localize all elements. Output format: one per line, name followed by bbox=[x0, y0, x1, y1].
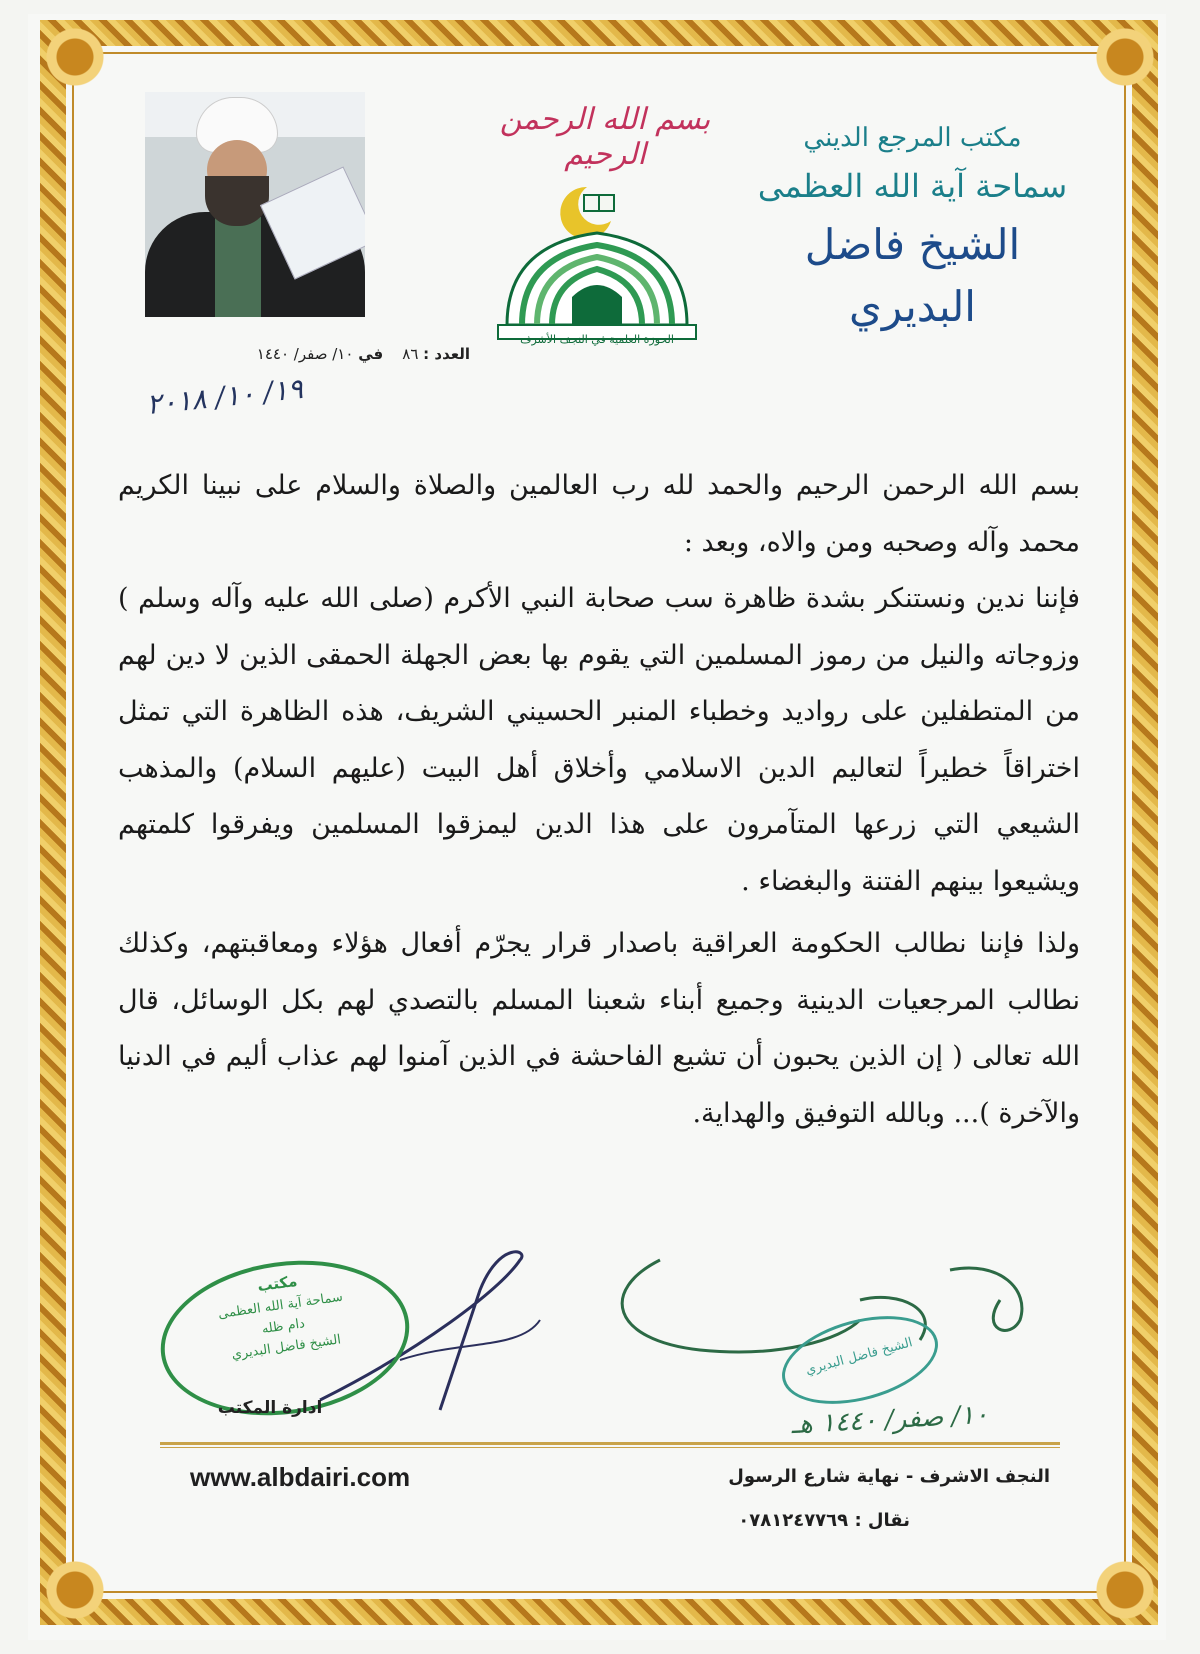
ref-date-label: في bbox=[358, 345, 384, 363]
dome-crescent-book-icon bbox=[492, 175, 702, 355]
office-management-label: ادارة المكتب bbox=[217, 1398, 323, 1418]
body-paragraph-3: ولذا فإننا نطالب الحكومة العراقية باصدار قرار يجرّم أفعال هؤلاء ومعاقبتهم، وكذلك نطالب المرجعيات الدينية وجميع أبناء شعبنا المسلم بالتصدي لهم بكل الوسائل، قال الله تعالى ( إن الذين يحبون أن تشيع الفاحشة في الذين آمنوا لهم عذاب أليم في الدنيا والآخرة )... وبالله التوفيق والهداية. bbox=[118, 928, 1080, 1129]
phone-line bbox=[620, 1510, 910, 1538]
handwritten-hijri-date: ١٠/ صفر/ ١٤٤٠ هـ bbox=[790, 1399, 989, 1441]
seal-line3: الشيخ فاضل البديري bbox=[230, 1332, 342, 1363]
seal-line2: سماحة آية الله العظمى bbox=[217, 1289, 344, 1322]
handwritten-date: ١٩/ ١٠/ ٢٠١٨ bbox=[144, 371, 305, 422]
bismillah-calligraphy: بسم الله الرحمن الرحيم bbox=[499, 102, 711, 172]
office-title-block bbox=[740, 118, 1085, 338]
seal-line1: مكتب bbox=[256, 1271, 299, 1296]
corner-ornament-icon bbox=[1080, 12, 1170, 102]
footer-divider bbox=[160, 1442, 1060, 1445]
office-address: النجف الاشرف - نهاية شارع الرسول bbox=[728, 1466, 1050, 1487]
body-paragraph-1: بسم الله الرحمن الرحيم والحمد لله رب العالمين والصلاة والسلام على نبينا الكريم محمد وآله وصحبه ومن والاه، وبعد : bbox=[118, 470, 1080, 558]
ref-number-label: العدد : bbox=[423, 345, 470, 363]
letter-body bbox=[118, 458, 1080, 1142]
phone-label: نقال : bbox=[854, 1510, 910, 1531]
office-title-line2: سماحة آية الله العظمى bbox=[757, 167, 1068, 205]
personal-seal-stamp: الشيخ فاضل البديري bbox=[772, 1301, 947, 1420]
phone-number: ٠٧٨١٢٤٧٧٦٩ bbox=[738, 1510, 849, 1531]
body-paragraph-2: فإننا ندين ونستنكر بشدة ظاهرة سب صحابة النبي الأكرم (صلى الله عليه وآله وسلم ) وزوجاته والنيل من رموز المسلمين التي يقوم بها بعض الجهلة الحمقى الذين لا دين لهم من المتطفلين على رواديد وخطباء المنبر الحسيني الشريف، هذه الظاهرة التي تمثل اختراقاً خطيراً لتعاليم الدين الاسلامي وأخلاق أهل البيت (عليهم السلام) والمذهب الشيعي التي زرعها المتآمرون على هذا الدين ليمزقوا المسلمين ويفرقوا كلمتهم ويشيعوا بينهم الفتنة والبغضاء . bbox=[118, 583, 1080, 897]
footer-divider-thin bbox=[160, 1447, 1060, 1448]
seal-line4: دام ظله bbox=[260, 1316, 306, 1338]
corner-ornament-icon bbox=[30, 1545, 120, 1635]
portrait-photo-icon bbox=[145, 92, 365, 317]
office-title-line3: الشيخ فاضل البديري bbox=[804, 220, 1021, 331]
corner-ornament-icon bbox=[1080, 1545, 1170, 1635]
office-title-line1: مكتب المرجع الديني bbox=[803, 123, 1022, 153]
ref-number-value: ٨٦ bbox=[402, 345, 419, 363]
corner-ornament-icon bbox=[30, 12, 120, 102]
logo-caption: الحوزة العلمية في النجف الأشرف bbox=[520, 333, 674, 346]
ref-date-value: ١٠/ صفر/ ١٤٤٠ bbox=[256, 345, 354, 363]
website-link[interactable]: www.albdairi.com bbox=[190, 1462, 411, 1492]
